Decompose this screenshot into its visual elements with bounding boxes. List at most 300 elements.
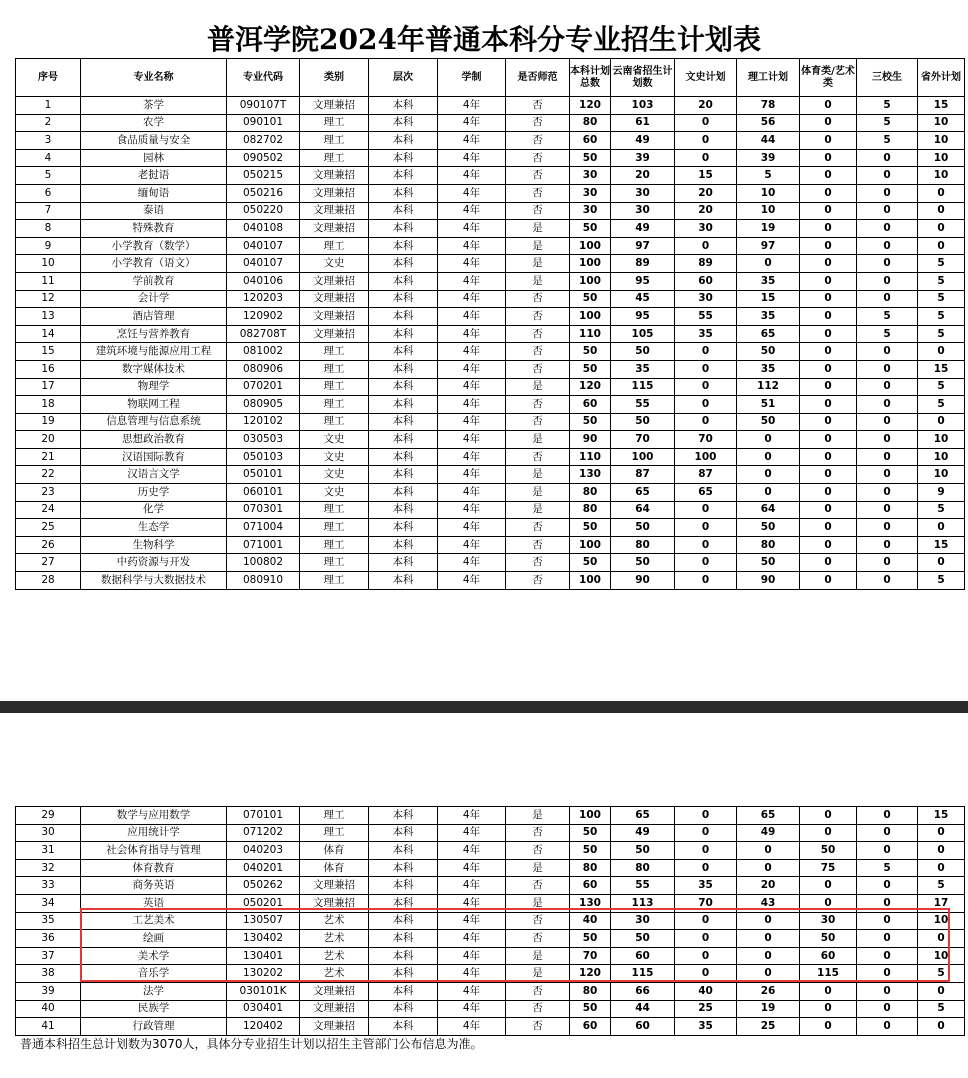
table-cell: 文史 — [300, 466, 369, 484]
table-cell: 本科 — [369, 824, 438, 842]
table-cell: 0 — [737, 859, 800, 877]
table-cell: 文理兼招 — [300, 877, 369, 895]
table-cell: 050220 — [227, 202, 300, 220]
table-cell: 40 — [675, 982, 737, 1000]
table-cell: 64 — [611, 501, 675, 519]
table-cell: 是 — [506, 947, 570, 965]
table-row — [16, 272, 965, 290]
table-cell: 0 — [800, 431, 857, 449]
table-cell: 0 — [800, 396, 857, 414]
table-row — [16, 97, 965, 115]
table-cell: 0 — [675, 413, 737, 431]
table-cell: 理工 — [300, 519, 369, 537]
table-cell: 体育 — [300, 842, 369, 860]
table-row — [16, 877, 965, 895]
table-cell: 0 — [800, 325, 857, 343]
table-cell: 社会体育指导与管理 — [81, 842, 227, 860]
table-cell: 0 — [800, 413, 857, 431]
table-cell: 78 — [737, 97, 800, 115]
table-cell: 080906 — [227, 360, 300, 378]
table-cell: 否 — [506, 325, 570, 343]
table-cell: 文史 — [300, 255, 369, 273]
table-cell: 0 — [857, 912, 918, 930]
table-row — [16, 220, 965, 238]
table-cell: 本科 — [369, 536, 438, 554]
table-cell: 80 — [611, 536, 675, 554]
table-cell: 50 — [737, 519, 800, 537]
table-cell: 0 — [800, 519, 857, 537]
table-cell: 070101 — [227, 807, 300, 825]
table-cell: 040203 — [227, 842, 300, 860]
table-cell: 89 — [675, 255, 737, 273]
table-cell: 0 — [800, 484, 857, 502]
table-cell: 35 — [675, 325, 737, 343]
table-row — [16, 237, 965, 255]
table-cell: 100 — [570, 807, 611, 825]
table-cell: 80 — [611, 859, 675, 877]
table-cell: 50 — [737, 413, 800, 431]
table-cell: 10 — [918, 431, 965, 449]
table-cell: 49 — [611, 132, 675, 150]
column-header: 文史计划 — [675, 59, 737, 97]
table-cell: 理工 — [300, 343, 369, 361]
table-cell: 115 — [611, 378, 675, 396]
table-cell: 61 — [611, 114, 675, 132]
table-cell: 否 — [506, 824, 570, 842]
table-cell: 0 — [857, 431, 918, 449]
table-cell: 本科 — [369, 519, 438, 537]
table-cell: 是 — [506, 484, 570, 502]
table-cell: 081002 — [227, 343, 300, 361]
table-cell: 否 — [506, 554, 570, 572]
column-header: 专业代码 — [227, 59, 300, 97]
table-cell: 否 — [506, 184, 570, 202]
table-cell: 50 — [800, 842, 857, 860]
table-cell: 12 — [16, 290, 81, 308]
table-cell: 5 — [857, 308, 918, 326]
table-cell: 1 — [16, 97, 81, 115]
table-cell: 56 — [737, 114, 800, 132]
table-cell: 082702 — [227, 132, 300, 150]
table-cell: 120 — [570, 97, 611, 115]
table-cell: 10 — [918, 466, 965, 484]
table-cell: 4年 — [438, 97, 506, 115]
table-cell: 10 — [737, 184, 800, 202]
table-cell: 理工 — [300, 824, 369, 842]
table-cell: 37 — [16, 947, 81, 965]
table-cell: 115 — [611, 965, 675, 983]
table-row — [16, 343, 965, 361]
table-cell: 本科 — [369, 343, 438, 361]
table-cell: 80 — [570, 501, 611, 519]
table-cell: 化学 — [81, 501, 227, 519]
table-cell: 0 — [800, 237, 857, 255]
table-cell: 0 — [800, 167, 857, 185]
table-cell: 10 — [918, 114, 965, 132]
table-cell: 15 — [918, 807, 965, 825]
table-cell: 5 — [918, 272, 965, 290]
table-cell: 90 — [611, 572, 675, 590]
table-cell: 20 — [611, 167, 675, 185]
table-cell: 否 — [506, 360, 570, 378]
table-cell: 23 — [16, 484, 81, 502]
table-cell: 0 — [737, 431, 800, 449]
table-cell: 4年 — [438, 184, 506, 202]
table-cell: 87 — [611, 466, 675, 484]
table-cell: 0 — [857, 894, 918, 912]
table-cell: 文理兼招 — [300, 1000, 369, 1018]
table-cell: 050262 — [227, 877, 300, 895]
table-cell: 10 — [918, 448, 965, 466]
table-row — [16, 519, 965, 537]
table-cell: 0 — [800, 184, 857, 202]
table-cell: 本科 — [369, 413, 438, 431]
table-cell: 美术学 — [81, 947, 227, 965]
table-cell: 5 — [16, 167, 81, 185]
table-cell: 4年 — [438, 536, 506, 554]
table-cell: 3 — [16, 132, 81, 150]
column-header: 层次 — [369, 59, 438, 97]
table-cell: 0 — [918, 554, 965, 572]
table-cell: 060101 — [227, 484, 300, 502]
table-cell: 55 — [611, 877, 675, 895]
table-cell: 0 — [857, 519, 918, 537]
table-cell: 65 — [611, 484, 675, 502]
table-cell: 50 — [611, 343, 675, 361]
table-cell: 0 — [800, 290, 857, 308]
table-cell: 9 — [16, 237, 81, 255]
table-cell: 0 — [675, 132, 737, 150]
table-cell: 0 — [800, 448, 857, 466]
table-cell: 0 — [857, 1018, 918, 1036]
table-cell: 65 — [675, 484, 737, 502]
table-cell: 0 — [675, 572, 737, 590]
table-cell: 4年 — [438, 114, 506, 132]
table-cell: 040107 — [227, 237, 300, 255]
table-row — [16, 1018, 965, 1036]
table-cell: 100 — [611, 448, 675, 466]
table-cell: 4年 — [438, 237, 506, 255]
table-cell: 4年 — [438, 1000, 506, 1018]
table-cell: 50 — [570, 360, 611, 378]
table-cell: 30 — [611, 184, 675, 202]
table-cell: 130507 — [227, 912, 300, 930]
table-cell: 是 — [506, 965, 570, 983]
table-cell: 4年 — [438, 202, 506, 220]
table-cell: 30 — [675, 220, 737, 238]
table-cell: 理工 — [300, 378, 369, 396]
table-cell: 0 — [675, 114, 737, 132]
table-cell: 5 — [918, 378, 965, 396]
table-cell: 80 — [570, 859, 611, 877]
table-cell: 120 — [570, 378, 611, 396]
table-cell: 数学与应用数学 — [81, 807, 227, 825]
table-cell: 071001 — [227, 536, 300, 554]
table-cell: 030401 — [227, 1000, 300, 1018]
table-cell: 49 — [611, 824, 675, 842]
table-cell: 0 — [675, 360, 737, 378]
table-cell: 49 — [737, 824, 800, 842]
table-cell: 0 — [857, 484, 918, 502]
table-cell: 中药资源与开发 — [81, 554, 227, 572]
table-cell: 130402 — [227, 930, 300, 948]
table-cell: 10 — [16, 255, 81, 273]
table-cell: 50 — [570, 149, 611, 167]
table-row — [16, 167, 965, 185]
table-cell: 40 — [16, 1000, 81, 1018]
table-cell: 0 — [857, 396, 918, 414]
table-cell: 34 — [16, 894, 81, 912]
table-cell: 0 — [737, 466, 800, 484]
table-cell: 5 — [918, 325, 965, 343]
table-cell: 4年 — [438, 1018, 506, 1036]
table-cell: 050216 — [227, 184, 300, 202]
table-cell: 是 — [506, 807, 570, 825]
table-cell: 50 — [800, 930, 857, 948]
table-cell: 100 — [570, 255, 611, 273]
table-cell: 5 — [918, 965, 965, 983]
table-cell: 0 — [737, 448, 800, 466]
table-cell: 20 — [675, 97, 737, 115]
table-cell: 30 — [611, 912, 675, 930]
table-cell: 0 — [857, 272, 918, 290]
table-cell: 100 — [570, 536, 611, 554]
table-cell: 24 — [16, 501, 81, 519]
table-cell: 35 — [737, 360, 800, 378]
table-cell: 090101 — [227, 114, 300, 132]
table-cell: 95 — [611, 272, 675, 290]
table-cell: 会计学 — [81, 290, 227, 308]
table-cell: 071202 — [227, 824, 300, 842]
table-cell: 50 — [737, 343, 800, 361]
table-cell: 本科 — [369, 431, 438, 449]
table-cell: 18 — [16, 396, 81, 414]
table-cell: 39 — [611, 149, 675, 167]
table-cell: 否 — [506, 1000, 570, 1018]
table-cell: 音乐学 — [81, 965, 227, 983]
table-cell: 0 — [800, 360, 857, 378]
table-cell: 39 — [737, 149, 800, 167]
table-cell: 英语 — [81, 894, 227, 912]
table-row — [16, 894, 965, 912]
table-cell: 0 — [857, 466, 918, 484]
table-cell: 10 — [918, 132, 965, 150]
table-cell: 物联网工程 — [81, 396, 227, 414]
table-cell: 数据科学与大数据技术 — [81, 572, 227, 590]
table-cell: 0 — [675, 947, 737, 965]
table-cell: 泰语 — [81, 202, 227, 220]
table-cell: 103 — [611, 97, 675, 115]
table-cell: 0 — [857, 536, 918, 554]
table-cell: 4年 — [438, 894, 506, 912]
table-cell: 4 — [16, 149, 81, 167]
table-cell: 040107 — [227, 255, 300, 273]
table-row — [16, 466, 965, 484]
table-cell: 14 — [16, 325, 81, 343]
table-cell: 10 — [918, 912, 965, 930]
table-cell: 酒店管理 — [81, 308, 227, 326]
table-cell: 0 — [857, 842, 918, 860]
table-cell: 050103 — [227, 448, 300, 466]
table-cell: 4年 — [438, 220, 506, 238]
table-cell: 35 — [675, 1018, 737, 1036]
table-cell: 105 — [611, 325, 675, 343]
table-cell: 0 — [918, 982, 965, 1000]
table-cell: 0 — [675, 807, 737, 825]
table-cell: 汉语言文学 — [81, 466, 227, 484]
table-cell: 70 — [570, 947, 611, 965]
table-cell: 5 — [918, 572, 965, 590]
table-cell: 本科 — [369, 184, 438, 202]
table-cell: 艺术 — [300, 965, 369, 983]
table-cell: 数字媒体技术 — [81, 360, 227, 378]
table-cell: 0 — [800, 466, 857, 484]
table-cell: 0 — [857, 237, 918, 255]
table-cell: 0 — [857, 202, 918, 220]
table-cell: 0 — [737, 255, 800, 273]
table-cell: 法学 — [81, 982, 227, 1000]
table-cell: 0 — [800, 1018, 857, 1036]
table-cell: 0 — [737, 842, 800, 860]
table-cell: 130401 — [227, 947, 300, 965]
table-cell: 艺术 — [300, 912, 369, 930]
table-cell: 040106 — [227, 272, 300, 290]
table-cell: 5 — [918, 877, 965, 895]
table-cell: 17 — [918, 894, 965, 912]
table-cell: 缅甸语 — [81, 184, 227, 202]
table-cell: 否 — [506, 290, 570, 308]
table-cell: 5 — [857, 114, 918, 132]
table-cell: 0 — [800, 132, 857, 150]
table-cell: 100 — [570, 308, 611, 326]
table-cell: 51 — [737, 396, 800, 414]
table-cell: 艺术 — [300, 947, 369, 965]
table-cell: 行政管理 — [81, 1018, 227, 1036]
table-cell: 4年 — [438, 290, 506, 308]
table-row — [16, 807, 965, 825]
table-cell: 0 — [857, 290, 918, 308]
table-cell: 0 — [800, 982, 857, 1000]
table-row — [16, 947, 965, 965]
table-cell: 36 — [16, 930, 81, 948]
table-cell: 130202 — [227, 965, 300, 983]
table-cell: 120203 — [227, 290, 300, 308]
table-row — [16, 536, 965, 554]
table-cell: 文史 — [300, 484, 369, 502]
table-cell: 35 — [16, 912, 81, 930]
table-cell: 0 — [675, 930, 737, 948]
table-cell: 4年 — [438, 947, 506, 965]
table-cell: 25 — [737, 1018, 800, 1036]
table-cell: 35 — [737, 272, 800, 290]
column-header: 三校生 — [857, 59, 918, 97]
table-cell: 0 — [675, 396, 737, 414]
table-cell: 0 — [857, 167, 918, 185]
table-cell: 是 — [506, 859, 570, 877]
table-cell: 27 — [16, 554, 81, 572]
table-cell: 60 — [800, 947, 857, 965]
table-cell: 60 — [570, 877, 611, 895]
table-cell: 0 — [857, 343, 918, 361]
table-cell: 50 — [570, 413, 611, 431]
table-cell: 100 — [570, 237, 611, 255]
table-cell: 0 — [857, 965, 918, 983]
table-cell: 32 — [16, 859, 81, 877]
table-cell: 0 — [800, 308, 857, 326]
table-cell: 50 — [570, 519, 611, 537]
table-cell: 0 — [857, 947, 918, 965]
table-cell: 本科 — [369, 930, 438, 948]
table-row — [16, 554, 965, 572]
table-cell: 50 — [570, 220, 611, 238]
table-cell: 50 — [611, 842, 675, 860]
table-cell: 2 — [16, 114, 81, 132]
table-cell: 0 — [857, 149, 918, 167]
table-cell: 0 — [857, 413, 918, 431]
table-cell: 20 — [16, 431, 81, 449]
table-cell: 80 — [570, 484, 611, 502]
table-cell: 80 — [737, 536, 800, 554]
table-cell: 10 — [918, 167, 965, 185]
table-cell: 0 — [737, 947, 800, 965]
table-cell: 4年 — [438, 982, 506, 1000]
table-cell: 4年 — [438, 360, 506, 378]
table-cell: 0 — [918, 930, 965, 948]
table-cell: 43 — [737, 894, 800, 912]
table-cell: 97 — [611, 237, 675, 255]
table-cell: 30 — [570, 202, 611, 220]
table-row — [16, 501, 965, 519]
table-row — [16, 149, 965, 167]
table-cell: 4年 — [438, 255, 506, 273]
table-cell: 茶学 — [81, 97, 227, 115]
table-cell: 040108 — [227, 220, 300, 238]
table-cell: 本科 — [369, 894, 438, 912]
table-row — [16, 308, 965, 326]
column-header: 省外计划 — [918, 59, 965, 97]
table-cell: 89 — [611, 255, 675, 273]
table-cell: 0 — [675, 237, 737, 255]
table-row — [16, 290, 965, 308]
table-cell: 信息管理与信息系统 — [81, 413, 227, 431]
table-cell: 本科 — [369, 484, 438, 502]
table-row — [16, 930, 965, 948]
table-row — [16, 842, 965, 860]
table-cell: 0 — [857, 255, 918, 273]
table-header-row — [16, 59, 965, 97]
table-cell: 0 — [675, 824, 737, 842]
table-cell: 本科 — [369, 877, 438, 895]
table-cell: 35 — [675, 877, 737, 895]
table-cell: 0 — [857, 501, 918, 519]
table-cell: 55 — [675, 308, 737, 326]
table-cell: 090107T — [227, 97, 300, 115]
table-cell: 10 — [918, 149, 965, 167]
table-cell: 080910 — [227, 572, 300, 590]
table-cell: 65 — [611, 807, 675, 825]
table-cell: 70 — [675, 431, 737, 449]
table-cell: 110 — [570, 448, 611, 466]
table-cell: 50 — [570, 842, 611, 860]
table-cell: 本科 — [369, 149, 438, 167]
table-cell: 5 — [918, 255, 965, 273]
table-cell: 19 — [16, 413, 81, 431]
table-cell: 本科 — [369, 202, 438, 220]
table-cell: 0 — [675, 842, 737, 860]
table-cell: 0 — [800, 97, 857, 115]
table-cell: 50 — [611, 519, 675, 537]
table-row — [16, 431, 965, 449]
